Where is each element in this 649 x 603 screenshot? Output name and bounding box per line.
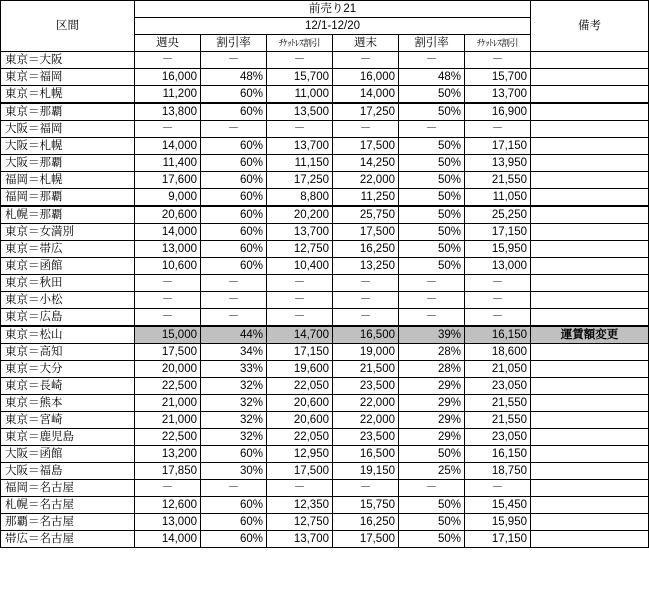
- weekend-discount-cell: 50%: [399, 514, 465, 531]
- weekend-discount-cell: 50%: [399, 224, 465, 241]
- weekend-discount-cell: 50%: [399, 531, 465, 548]
- weekend-ticketless-cell: －: [465, 309, 531, 327]
- weekend-fare-cell: －: [333, 52, 399, 69]
- weekend-fare-cell: 16,500: [333, 446, 399, 463]
- table-row: [1, 155, 649, 172]
- weekday-fare-cell: 11,200: [135, 86, 201, 104]
- note-cell: [531, 69, 649, 86]
- weekday-ticketless-cell: 12,750: [267, 514, 333, 531]
- weekday-ticketless-cell: 8,800: [267, 189, 333, 207]
- weekend-fare-cell: 16,000: [333, 69, 399, 86]
- table-row: [1, 224, 649, 241]
- weekday-ticketless-cell: －: [267, 52, 333, 69]
- route-cell: 那覇＝名古屋: [1, 514, 135, 531]
- weekend-discount-cell: 29%: [399, 412, 465, 429]
- weekday-fare-cell: 22,500: [135, 378, 201, 395]
- weekday-ticketless-cell: 12,350: [267, 497, 333, 514]
- weekend-fare-cell: 17,500: [333, 531, 399, 548]
- weekday-fare-cell: －: [135, 292, 201, 309]
- weekday-fare-cell: 13,000: [135, 514, 201, 531]
- weekend-ticketless-cell: －: [465, 52, 531, 69]
- route-cell: 東京＝松山: [1, 326, 135, 344]
- table-row: [1, 531, 649, 548]
- fare-table-body: [1, 52, 649, 548]
- weekday-discount-cell: 60%: [201, 224, 267, 241]
- weekend-fare-cell: 19,000: [333, 344, 399, 361]
- route-cell: 東京＝長崎: [1, 378, 135, 395]
- col-header-weekday-ticketless: ﾁｹｯﾄﾚｽ割引: [267, 35, 333, 52]
- note-cell: [531, 378, 649, 395]
- weekday-discount-cell: 60%: [201, 86, 267, 104]
- weekday-ticketless-cell: －: [267, 121, 333, 138]
- note-cell: [531, 446, 649, 463]
- weekday-ticketless-cell: 14,700: [267, 326, 333, 344]
- weekday-fare-cell: 17,500: [135, 344, 201, 361]
- note-cell: [531, 275, 649, 292]
- route-cell: 福岡＝札幌: [1, 172, 135, 189]
- weekday-discount-cell: 60%: [201, 531, 267, 548]
- table-row: [1, 326, 649, 344]
- weekday-fare-cell: 14,000: [135, 138, 201, 155]
- table-row: [1, 52, 649, 69]
- weekday-ticketless-cell: －: [267, 292, 333, 309]
- weekday-discount-cell: －: [201, 52, 267, 69]
- weekend-discount-cell: 50%: [399, 497, 465, 514]
- weekday-discount-cell: 32%: [201, 429, 267, 446]
- weekday-fare-cell: －: [135, 275, 201, 292]
- route-cell: 帯広＝名古屋: [1, 531, 135, 548]
- route-cell: 福岡＝名古屋: [1, 480, 135, 497]
- weekday-ticketless-cell: 13,500: [267, 103, 333, 121]
- route-cell: 東京＝大阪: [1, 52, 135, 69]
- weekend-fare-cell: 25,750: [333, 206, 399, 224]
- weekend-fare-cell: －: [333, 275, 399, 292]
- weekday-fare-cell: 13,000: [135, 241, 201, 258]
- weekday-discount-cell: 48%: [201, 69, 267, 86]
- route-cell: 東京＝宮崎: [1, 412, 135, 429]
- note-cell: [531, 531, 649, 548]
- campaign-header: 前売り21: [135, 1, 531, 18]
- note-cell: [531, 344, 649, 361]
- weekday-fare-cell: 20,600: [135, 206, 201, 224]
- weekday-ticketless-cell: 20,600: [267, 412, 333, 429]
- table-row: [1, 361, 649, 378]
- weekday-discount-cell: 34%: [201, 344, 267, 361]
- table-row: [1, 480, 649, 497]
- weekend-fare-cell: 22,000: [333, 395, 399, 412]
- weekend-discount-cell: 50%: [399, 241, 465, 258]
- weekday-fare-cell: －: [135, 480, 201, 497]
- weekend-discount-cell: －: [399, 480, 465, 497]
- weekend-discount-cell: 50%: [399, 155, 465, 172]
- weekday-discount-cell: －: [201, 480, 267, 497]
- weekday-discount-cell: 60%: [201, 189, 267, 207]
- col-header-weekend-ticketless: ﾁｹｯﾄﾚｽ割引: [465, 35, 531, 52]
- weekend-discount-cell: －: [399, 275, 465, 292]
- weekend-ticketless-cell: 17,150: [465, 531, 531, 548]
- route-cell: 東京＝鹿児島: [1, 429, 135, 446]
- weekend-discount-cell: 39%: [399, 326, 465, 344]
- note-cell: [531, 241, 649, 258]
- weekend-discount-cell: 25%: [399, 463, 465, 480]
- col-header-weekday-discount: 割引率: [201, 35, 267, 52]
- weekend-fare-cell: 22,000: [333, 412, 399, 429]
- weekday-ticketless-cell: 17,150: [267, 344, 333, 361]
- weekday-discount-cell: 44%: [201, 326, 267, 344]
- weekday-discount-cell: 32%: [201, 395, 267, 412]
- route-cell: 大阪＝福島: [1, 463, 135, 480]
- weekend-ticketless-cell: 15,950: [465, 514, 531, 531]
- table-row: [1, 103, 649, 121]
- weekday-fare-cell: 21,000: [135, 395, 201, 412]
- weekday-fare-cell: 10,600: [135, 258, 201, 275]
- weekday-discount-cell: 33%: [201, 361, 267, 378]
- note-cell: [531, 155, 649, 172]
- col-header-weekend-discount: 割引率: [399, 35, 465, 52]
- weekend-discount-cell: 50%: [399, 258, 465, 275]
- weekday-fare-cell: －: [135, 52, 201, 69]
- weekday-discount-cell: －: [201, 121, 267, 138]
- weekday-ticketless-cell: 15,700: [267, 69, 333, 86]
- weekend-ticketless-cell: 18,600: [465, 344, 531, 361]
- route-cell: 東京＝那覇: [1, 103, 135, 121]
- weekday-fare-cell: 9,000: [135, 189, 201, 207]
- weekend-ticketless-cell: 15,450: [465, 497, 531, 514]
- weekday-fare-cell: －: [135, 121, 201, 138]
- table-row: [1, 275, 649, 292]
- weekday-discount-cell: 32%: [201, 412, 267, 429]
- weekend-discount-cell: 28%: [399, 361, 465, 378]
- weekend-fare-cell: 16,500: [333, 326, 399, 344]
- note-header: 備考: [531, 1, 649, 52]
- weekday-ticketless-cell: 12,750: [267, 241, 333, 258]
- table-row: [1, 446, 649, 463]
- route-cell: 札幌＝那覇: [1, 206, 135, 224]
- weekend-fare-cell: 13,250: [333, 258, 399, 275]
- weekday-discount-cell: 60%: [201, 172, 267, 189]
- weekend-ticketless-cell: 11,050: [465, 189, 531, 207]
- weekday-ticketless-cell: 11,150: [267, 155, 333, 172]
- weekend-fare-cell: 15,750: [333, 497, 399, 514]
- weekday-discount-cell: 60%: [201, 446, 267, 463]
- weekday-ticketless-cell: 12,950: [267, 446, 333, 463]
- note-cell: [531, 121, 649, 138]
- note-cell: [531, 395, 649, 412]
- note-cell: [531, 103, 649, 121]
- period-header: 12/1-12/20: [135, 18, 531, 35]
- weekday-ticketless-cell: 17,500: [267, 463, 333, 480]
- weekday-fare-cell: 12,600: [135, 497, 201, 514]
- weekend-fare-cell: 14,250: [333, 155, 399, 172]
- table-row: [1, 292, 649, 309]
- weekend-ticketless-cell: 16,900: [465, 103, 531, 121]
- table-row: [1, 412, 649, 429]
- table-row: [1, 241, 649, 258]
- weekend-ticketless-cell: －: [465, 292, 531, 309]
- weekday-discount-cell: 30%: [201, 463, 267, 480]
- route-cell: 大阪＝福岡: [1, 121, 135, 138]
- weekday-discount-cell: 60%: [201, 155, 267, 172]
- weekend-ticketless-cell: 21,550: [465, 395, 531, 412]
- note-cell: [531, 292, 649, 309]
- weekend-discount-cell: 50%: [399, 189, 465, 207]
- weekend-ticketless-cell: 23,050: [465, 429, 531, 446]
- note-cell: [531, 258, 649, 275]
- weekend-fare-cell: 14,000: [333, 86, 399, 104]
- weekday-fare-cell: 13,800: [135, 103, 201, 121]
- weekend-ticketless-cell: 16,150: [465, 326, 531, 344]
- weekday-discount-cell: －: [201, 309, 267, 327]
- route-cell: 東京＝熊本: [1, 395, 135, 412]
- weekday-fare-cell: 14,000: [135, 531, 201, 548]
- weekday-ticketless-cell: 19,600: [267, 361, 333, 378]
- route-cell: 東京＝小松: [1, 292, 135, 309]
- weekend-ticketless-cell: 18,750: [465, 463, 531, 480]
- weekend-discount-cell: 50%: [399, 446, 465, 463]
- table-row: [1, 395, 649, 412]
- weekday-ticketless-cell: 20,200: [267, 206, 333, 224]
- weekday-discount-cell: 32%: [201, 378, 267, 395]
- weekend-discount-cell: 50%: [399, 103, 465, 121]
- note-cell: [531, 412, 649, 429]
- weekday-fare-cell: 21,000: [135, 412, 201, 429]
- weekend-discount-cell: 50%: [399, 138, 465, 155]
- weekend-fare-cell: 19,150: [333, 463, 399, 480]
- weekday-fare-cell: 15,000: [135, 326, 201, 344]
- weekend-fare-cell: 17,250: [333, 103, 399, 121]
- note-cell: [531, 309, 649, 327]
- weekend-ticketless-cell: 13,000: [465, 258, 531, 275]
- weekday-discount-cell: 60%: [201, 206, 267, 224]
- table-row: [1, 172, 649, 189]
- note-cell: [531, 206, 649, 224]
- table-row: [1, 514, 649, 531]
- weekend-ticketless-cell: 15,950: [465, 241, 531, 258]
- table-row: [1, 463, 649, 480]
- table-row: [1, 138, 649, 155]
- table-row: [1, 189, 649, 207]
- weekday-ticketless-cell: －: [267, 309, 333, 327]
- table-row: [1, 378, 649, 395]
- note-cell: [531, 497, 649, 514]
- route-cell: 東京＝帯広: [1, 241, 135, 258]
- weekend-discount-cell: 29%: [399, 429, 465, 446]
- weekday-discount-cell: 60%: [201, 241, 267, 258]
- weekend-fare-cell: 21,500: [333, 361, 399, 378]
- table-row: [1, 258, 649, 275]
- weekday-ticketless-cell: －: [267, 275, 333, 292]
- weekday-fare-cell: 22,500: [135, 429, 201, 446]
- weekend-fare-cell: 23,500: [333, 429, 399, 446]
- weekend-discount-cell: －: [399, 292, 465, 309]
- weekday-fare-cell: 16,000: [135, 69, 201, 86]
- weekend-ticketless-cell: 15,700: [465, 69, 531, 86]
- weekday-fare-cell: 14,000: [135, 224, 201, 241]
- weekend-discount-cell: 29%: [399, 378, 465, 395]
- weekday-ticketless-cell: 11,000: [267, 86, 333, 104]
- weekend-ticketless-cell: 13,950: [465, 155, 531, 172]
- weekday-discount-cell: 60%: [201, 258, 267, 275]
- table-row: [1, 206, 649, 224]
- weekday-ticketless-cell: 13,700: [267, 531, 333, 548]
- route-cell: 東京＝大分: [1, 361, 135, 378]
- route-cell: 大阪＝那覇: [1, 155, 135, 172]
- col-header-weekend-fare: 週末: [333, 35, 399, 52]
- note-cell: [531, 172, 649, 189]
- weekday-fare-cell: 17,850: [135, 463, 201, 480]
- weekday-discount-cell: －: [201, 275, 267, 292]
- weekend-discount-cell: 48%: [399, 69, 465, 86]
- weekday-fare-cell: 17,600: [135, 172, 201, 189]
- weekend-discount-cell: 50%: [399, 172, 465, 189]
- weekday-ticketless-cell: 20,600: [267, 395, 333, 412]
- table-row: [1, 344, 649, 361]
- weekend-fare-cell: 17,500: [333, 138, 399, 155]
- weekend-discount-cell: －: [399, 309, 465, 327]
- route-cell: 東京＝秋田: [1, 275, 135, 292]
- note-cell: 運賃額変更: [531, 326, 649, 344]
- route-cell: 大阪＝札幌: [1, 138, 135, 155]
- route-cell: 福岡＝那覇: [1, 189, 135, 207]
- weekend-fare-cell: －: [333, 309, 399, 327]
- weekend-fare-cell: －: [333, 121, 399, 138]
- weekday-ticketless-cell: 22,050: [267, 378, 333, 395]
- weekend-discount-cell: －: [399, 121, 465, 138]
- note-cell: [531, 480, 649, 497]
- weekend-discount-cell: －: [399, 52, 465, 69]
- route-cell: 東京＝広島: [1, 309, 135, 327]
- weekday-discount-cell: 60%: [201, 497, 267, 514]
- weekend-ticketless-cell: －: [465, 275, 531, 292]
- weekday-discount-cell: 60%: [201, 103, 267, 121]
- weekend-discount-cell: 29%: [399, 395, 465, 412]
- col-header-weekday-fare: 週央: [135, 35, 201, 52]
- note-cell: [531, 52, 649, 69]
- weekday-ticketless-cell: 22,050: [267, 429, 333, 446]
- weekend-ticketless-cell: 21,050: [465, 361, 531, 378]
- weekend-fare-cell: 16,250: [333, 241, 399, 258]
- note-cell: [531, 224, 649, 241]
- weekend-ticketless-cell: －: [465, 480, 531, 497]
- note-cell: [531, 463, 649, 480]
- note-cell: [531, 429, 649, 446]
- weekend-fare-cell: 11,250: [333, 189, 399, 207]
- route-cell: 東京＝福岡: [1, 69, 135, 86]
- section-header: 区間: [1, 1, 135, 52]
- weekday-ticketless-cell: 13,700: [267, 138, 333, 155]
- table-row: [1, 497, 649, 514]
- note-cell: [531, 138, 649, 155]
- weekday-ticketless-cell: 13,700: [267, 224, 333, 241]
- weekend-ticketless-cell: 17,150: [465, 138, 531, 155]
- weekend-fare-cell: 22,000: [333, 172, 399, 189]
- route-cell: 大阪＝函館: [1, 446, 135, 463]
- weekend-discount-cell: 50%: [399, 86, 465, 104]
- weekday-ticketless-cell: －: [267, 480, 333, 497]
- weekend-ticketless-cell: 25,250: [465, 206, 531, 224]
- table-row: [1, 309, 649, 327]
- route-cell: 東京＝函館: [1, 258, 135, 275]
- weekday-discount-cell: 60%: [201, 514, 267, 531]
- route-cell: 東京＝高知: [1, 344, 135, 361]
- weekend-ticketless-cell: 17,150: [465, 224, 531, 241]
- table-row: [1, 121, 649, 138]
- table-row: [1, 429, 649, 446]
- weekend-fare-cell: 16,250: [333, 514, 399, 531]
- weekend-ticketless-cell: 23,050: [465, 378, 531, 395]
- weekday-fare-cell: －: [135, 309, 201, 327]
- route-cell: 札幌＝名古屋: [1, 497, 135, 514]
- weekend-ticketless-cell: 13,700: [465, 86, 531, 104]
- weekend-discount-cell: 28%: [399, 344, 465, 361]
- note-cell: [531, 361, 649, 378]
- weekday-fare-cell: 13,200: [135, 446, 201, 463]
- weekday-fare-cell: 11,400: [135, 155, 201, 172]
- weekend-discount-cell: 50%: [399, 206, 465, 224]
- weekend-ticketless-cell: －: [465, 121, 531, 138]
- weekday-ticketless-cell: 10,400: [267, 258, 333, 275]
- note-cell: [531, 86, 649, 104]
- route-cell: 東京＝女満別: [1, 224, 135, 241]
- weekend-ticketless-cell: 16,150: [465, 446, 531, 463]
- weekend-fare-cell: 23,500: [333, 378, 399, 395]
- weekend-fare-cell: 17,500: [333, 224, 399, 241]
- weekday-fare-cell: 20,000: [135, 361, 201, 378]
- weekend-fare-cell: －: [333, 480, 399, 497]
- note-cell: [531, 514, 649, 531]
- weekday-discount-cell: －: [201, 292, 267, 309]
- weekend-ticketless-cell: 21,550: [465, 412, 531, 429]
- note-cell: [531, 189, 649, 207]
- table-row: [1, 86, 649, 104]
- weekday-ticketless-cell: 17,250: [267, 172, 333, 189]
- weekend-ticketless-cell: 21,550: [465, 172, 531, 189]
- table-row: [1, 69, 649, 86]
- weekend-fare-cell: －: [333, 292, 399, 309]
- route-cell: 東京＝札幌: [1, 86, 135, 104]
- weekday-discount-cell: 60%: [201, 138, 267, 155]
